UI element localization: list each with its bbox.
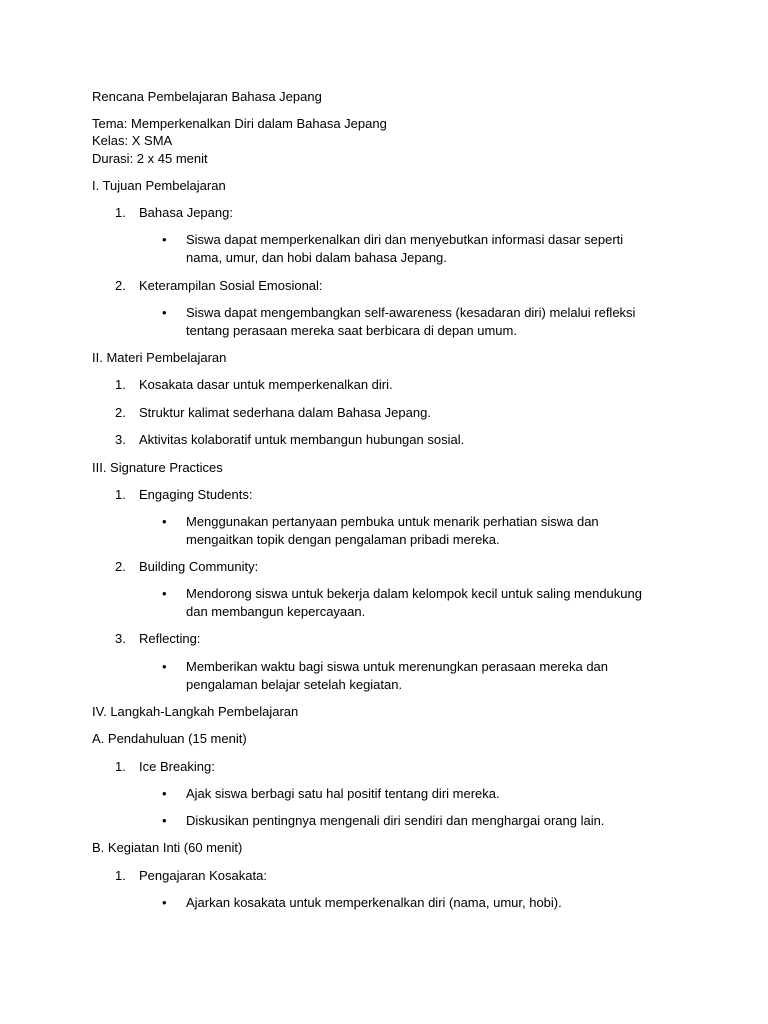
list-number: 2. [115,278,126,293]
subsection-heading: A. Pendahuluan (15 menit) [92,731,247,746]
section-heading: II. Materi Pembelajaran [92,350,227,365]
list-number: 1. [115,868,126,883]
bullet-text-line: Menggunakan pertanyaan pembuka untuk menarik perhatian siswa dan [186,514,599,529]
list-item-label: Engaging Students: [139,487,253,502]
list-item-text: Aktivitas kolaboratif untuk membangun hubungan sosial. [139,432,465,447]
list-item-label: Bahasa Jepang: [139,205,233,220]
list-number: 1. [115,377,126,392]
list-item-label: Pengajaran Kosakata: [139,868,267,883]
bullet-text-line: Siswa dapat memperkenalkan diri dan menyebutkan informasi dasar seperti [186,232,624,247]
list-item-text: Kosakata dasar untuk memperkenalkan diri. [139,377,393,392]
meta-kelas: Kelas: X SMA [92,133,173,148]
section-heading: I. Tujuan Pembelajaran [92,178,226,193]
bullet-icon: • [162,659,167,674]
section-heading: III. Signature Practices [92,460,223,475]
bullet-icon: • [162,305,167,320]
list-item-label: Ice Breaking: [139,759,215,774]
bullet-icon: • [162,232,167,247]
subsection-heading: B. Kegiatan Inti (60 menit) [92,840,243,855]
list-item-label: Building Community: [139,559,259,574]
bullet-text-line: Ajak siswa berbagi satu hal positif tentang diri mereka. [186,786,500,801]
bullet-text-line: nama, umur, dan hobi dalam bahasa Jepang. [186,250,447,265]
list-item-label: Keterampilan Sosial Emosional: [139,278,323,293]
bullet-text-line: Memberikan waktu bagi siswa untuk merenungkan perasaan mereka dan [186,659,609,674]
list-item-label: Reflecting: [139,631,201,646]
meta-durasi: Durasi: 2 x 45 menit [92,151,208,166]
bullet-text-line: dan membangun kepercayaan. [186,604,366,619]
bullet-text-line: pengalaman belajar setelah kegiatan. [186,677,403,692]
meta-tema: Tema: Memperkenalkan Diri dalam Bahasa Jepang [92,116,387,131]
list-number: 1. [115,205,126,220]
bullet-text-line: Mendorong siswa untuk bekerja dalam kelompok kecil untuk saling mendukung [186,586,642,601]
list-number: 2. [115,559,126,574]
list-number: 1. [115,759,126,774]
list-number: 3. [115,432,126,447]
bullet-icon: • [162,586,167,601]
bullet-icon: • [162,813,167,828]
bullet-icon: • [162,514,167,529]
bullet-icon: • [162,786,167,801]
bullet-text-line: mengaitkan topik dengan pengalaman pribadi mereka. [186,532,500,547]
bullet-icon: • [162,895,167,910]
bullet-text-line: Ajarkan kosakata untuk memperkenalkan diri (nama, umur, hobi). [186,895,562,910]
bullet-text-line: Siswa dapat mengembangkan self-awareness (kesadaran diri) melalui refleksi [186,305,636,320]
bullet-text-line: tentang perasaan mereka saat berbicara di depan umum. [186,323,517,338]
list-number: 2. [115,405,126,420]
list-number: 3. [115,631,126,646]
list-number: 1. [115,487,126,502]
bullet-text-line: Diskusikan pentingnya mengenali diri sendiri dan menghargai orang lain. [186,813,605,828]
document-title: Rencana Pembelajaran Bahasa Jepang [92,89,322,104]
list-item-text: Struktur kalimat sederhana dalam Bahasa Jepang. [139,405,431,420]
section-heading: IV. Langkah-Langkah Pembelajaran [92,704,299,719]
